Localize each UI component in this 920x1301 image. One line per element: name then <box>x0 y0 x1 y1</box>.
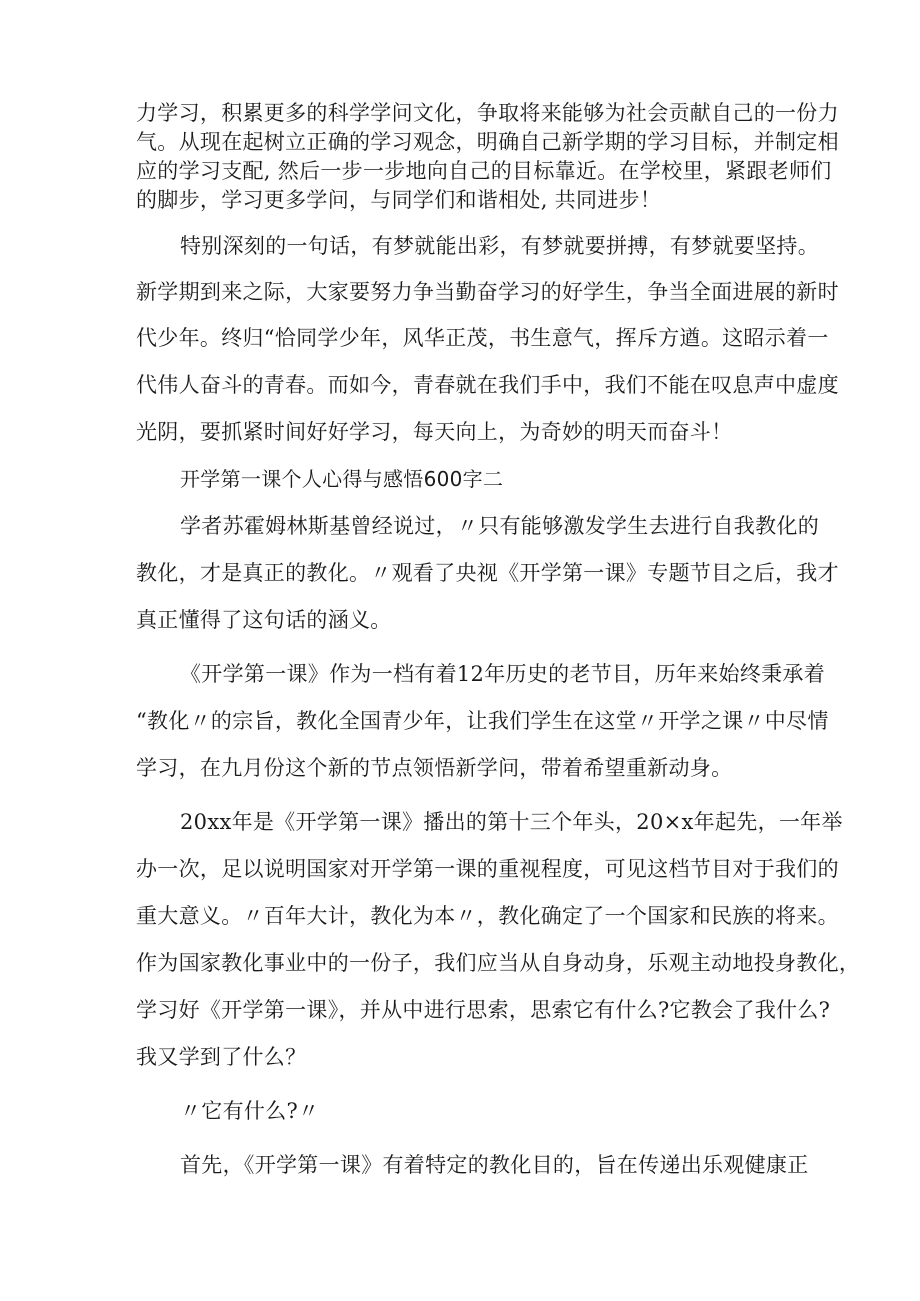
text-line: 办一次，足以说明国家对开学第一课的重视程度，可见这档节目对于我们的 <box>136 857 839 881</box>
text-line: 的脚步，学习更多学问，与同学们和谐相处, 共同进步！ <box>136 188 662 212</box>
text-line: 应的学习支配, 然后一步一步地向自己的目标靠近。在学校里，紧跟老师们 <box>136 159 832 183</box>
text-line: 代少年。终归“恰同学少年，风华正茂，书生意气，挥斥方遒。这昭示着一 <box>136 326 829 350</box>
text-line: 新学期到来之际，大家要努力争当勤奋学习的好学生，争当全面进展的新时 <box>136 280 839 304</box>
subheading-line: 〃它有什么?〃 <box>180 1099 320 1123</box>
text-line: 学习好《开学第一课》，并从中进行思索，思索它有什么?它教会了我什么? <box>136 998 831 1022</box>
text-line: 教化，才是真正的教化。〃观看了央视《开学第一课》专题节目之后，我才 <box>136 561 839 585</box>
text-line: 力学习，积累更多的科学学问文化，争取将来能够为社会贡献自己的一份力 <box>136 101 839 125</box>
text-line: 重大意义。〃百年大计，教化为本〃，教化确定了一个国家和民族的将来。 <box>136 904 839 928</box>
text-line: 学习，在九月份这个新的节点领悟新学问，带着希望重新动身。 <box>136 756 733 780</box>
paragraph-first-line: 20xx年是《开学第一课》播出的第十三个年头，20×x年起先，一年举 <box>180 810 843 834</box>
text-line: 真正懂得了这句话的涵义。 <box>136 608 392 632</box>
text-line: 作为国家教化事业中的一份子，我们应当从自身动身，乐观主动地投身教化， <box>136 951 861 975</box>
text-line: 气。从现在起树立正确的学习观念，明确自己新学期的学习目标，并制定相 <box>136 130 839 154</box>
text-line: 光阴，要抓紧时间好好学习，每天向上，为奇妙的明天而奋斗！ <box>136 420 733 444</box>
paragraph-first-line: 学者苏霍姆林斯基曾经说过，〃只有能够激发学生去进行自我教化的 <box>180 514 819 538</box>
paragraph-first-line: 首先，《开学第一课》有着特定的教化目的，旨在传递出乐观健康正 <box>180 1153 809 1177</box>
text-line: 代伟人奋斗的青春。而如今，青春就在我们手中，我们不能在叹息声中虚度 <box>136 373 839 397</box>
section-heading: 开学第一课个人心得与感悟600字二 <box>180 467 504 491</box>
paragraph-first-line: 特别深刻的一句话，有梦就能出彩，有梦就要拼搏，有梦就要坚持。 <box>180 234 819 258</box>
text-line: 我又学到了什么？ <box>136 1045 307 1069</box>
paragraph-first-line: 《开学第一课》作为一档有着12年历史的老节目，历年来始终秉承着 <box>180 662 826 686</box>
text-line: “教化〃的宗旨，教化全国青少年，让我们学生在这堂〃开学之课〃中尽情 <box>136 709 829 733</box>
